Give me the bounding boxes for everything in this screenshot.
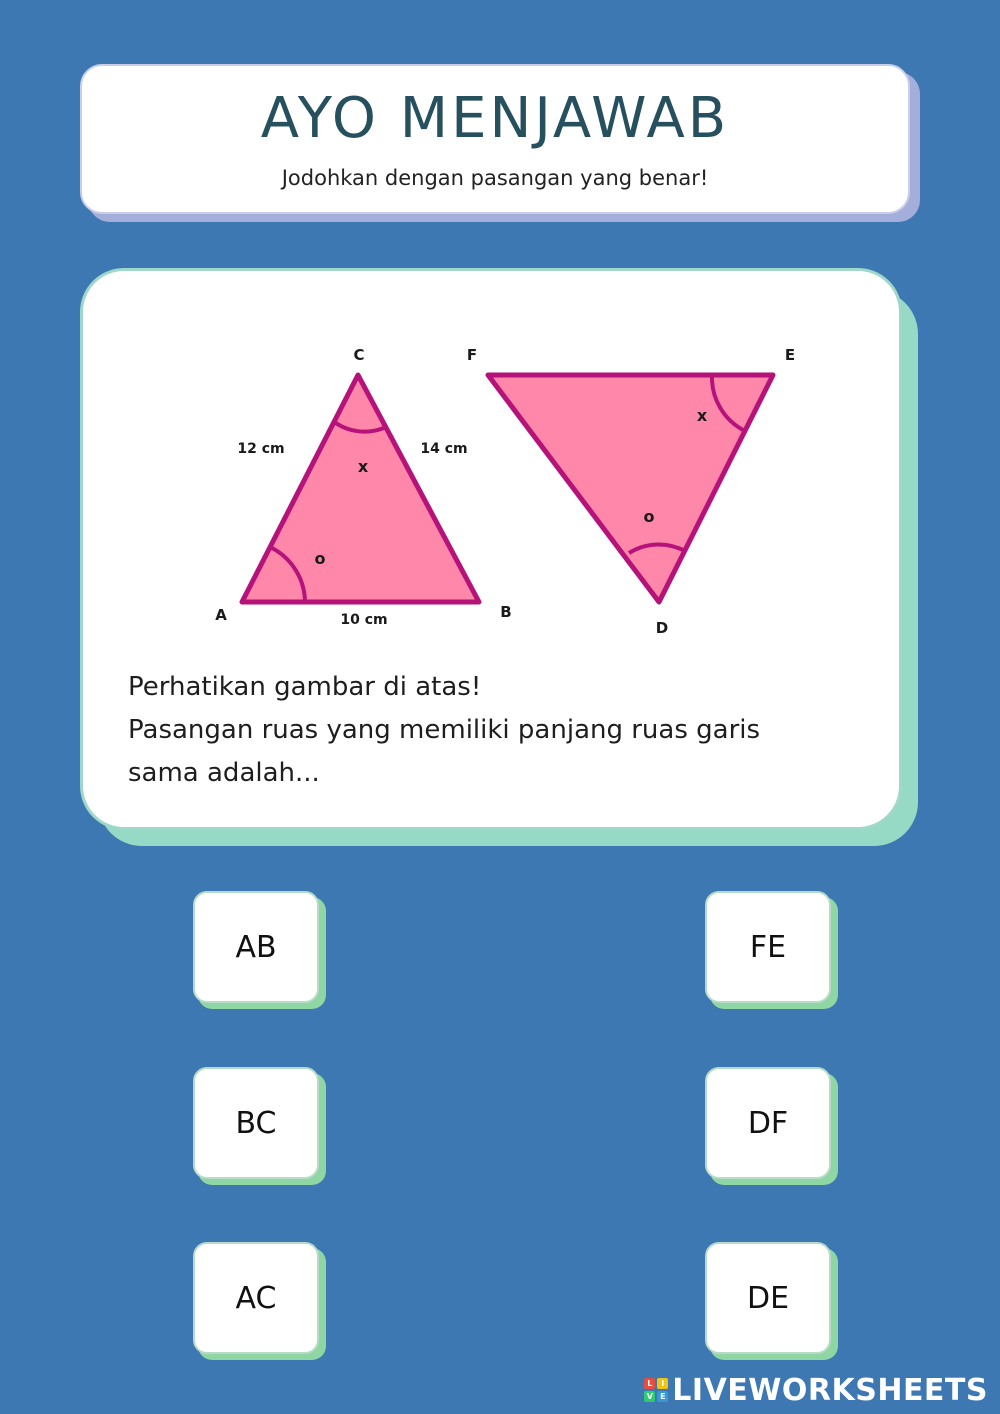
page-subtitle: Jodohkan dengan pasangan yang benar! bbox=[281, 166, 709, 190]
vertex-label-a: A bbox=[215, 606, 227, 624]
vertex-label-d: D bbox=[655, 619, 669, 637]
angle-mark-o-d: o bbox=[643, 507, 655, 526]
question-text bbox=[128, 666, 828, 795]
question-line: sama adalah... bbox=[128, 758, 320, 788]
page-title: AYO MENJAWAB bbox=[260, 86, 730, 151]
vertex-label-e: E bbox=[784, 346, 796, 364]
liveworksheets-brand bbox=[644, 1374, 988, 1406]
angle-mark-x-e: x bbox=[696, 406, 708, 425]
angle-mark-x-c: x bbox=[357, 457, 369, 476]
side-label-ac: 12 cm bbox=[237, 441, 285, 457]
option-bc-button[interactable]: BC bbox=[193, 1067, 319, 1179]
option-fe-button[interactable]: FE bbox=[705, 891, 831, 1003]
header-card bbox=[80, 64, 910, 214]
triangle-fed bbox=[488, 375, 773, 602]
brand-name: LIVEWORKSHEETS bbox=[672, 1372, 988, 1408]
vertex-label-b: B bbox=[500, 603, 512, 621]
option-ab-button[interactable]: AB bbox=[193, 891, 319, 1003]
triangles-figure bbox=[83, 271, 905, 671]
side-label-ab: 10 cm bbox=[340, 612, 388, 628]
question-card bbox=[80, 268, 902, 830]
triangle-abc bbox=[242, 375, 479, 602]
side-label-bc: 14 cm bbox=[420, 441, 468, 457]
angle-mark-o-a: o bbox=[314, 549, 326, 568]
question-line: Perhatikan gambar di atas! bbox=[128, 672, 482, 702]
liveworksheets-logo-icon: L I V E bbox=[644, 1378, 668, 1402]
question-line: Pasangan ruas yang memiliki panjang ruas garis bbox=[128, 715, 761, 745]
vertex-label-f: F bbox=[466, 346, 478, 364]
option-de-button[interactable]: DE bbox=[705, 1242, 831, 1354]
vertex-label-c: C bbox=[353, 346, 365, 364]
option-ac-button[interactable]: AC bbox=[193, 1242, 319, 1354]
option-df-button[interactable]: DF bbox=[705, 1067, 831, 1179]
